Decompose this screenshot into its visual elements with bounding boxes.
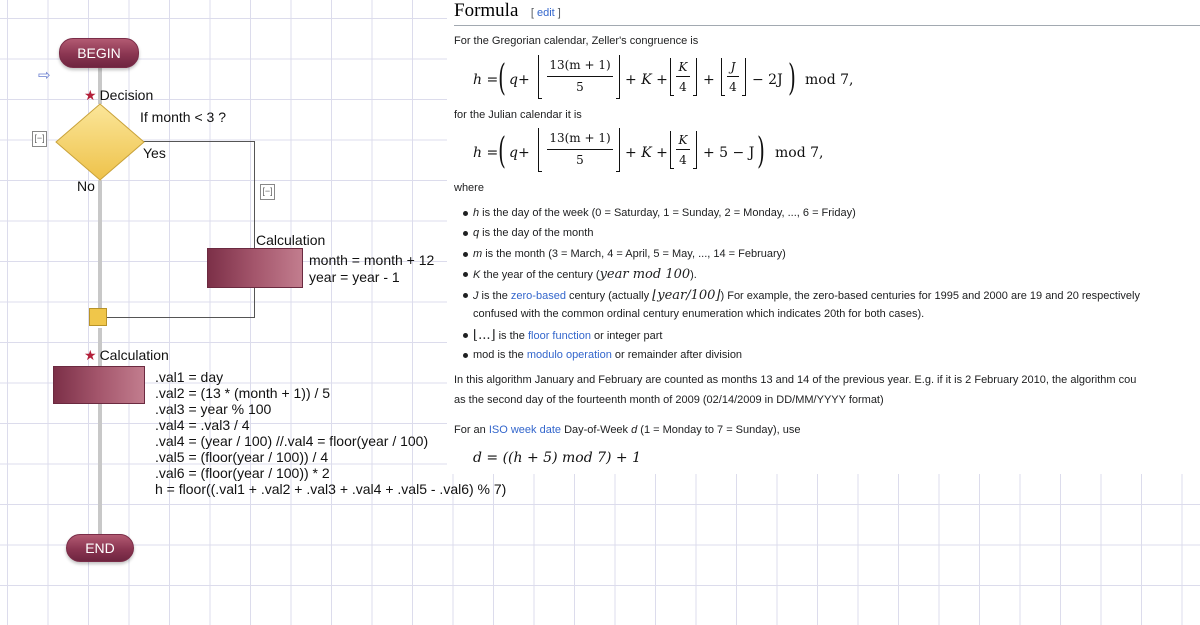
bullet-dot bbox=[463, 231, 468, 236]
heading-divider bbox=[454, 25, 1200, 26]
formula-j-q: q+ bbox=[509, 145, 530, 161]
floor-j-left-foot bbox=[538, 171, 542, 172]
bullet-dot bbox=[463, 272, 468, 277]
bullet-dot bbox=[463, 353, 468, 358]
zero-based-link[interactable]: zero-based bbox=[510, 290, 566, 302]
collapse-toggle-decision[interactable] bbox=[32, 131, 47, 147]
floor-right-3 bbox=[745, 58, 746, 96]
formula-plusK: + K + bbox=[625, 72, 668, 88]
begin-node[interactable] bbox=[59, 38, 139, 68]
list-item-J-tail: ) For example, the zero-based centuries for 1995 and 2000 are 19 and 20 respectively bbox=[720, 290, 1140, 302]
frac-num: 13(m + 1) bbox=[549, 58, 611, 72]
frac-J-line bbox=[727, 76, 739, 77]
var-J: J bbox=[473, 290, 479, 302]
arrow-marker-icon: ⇨ bbox=[38, 67, 51, 84]
frac-j-K-line bbox=[676, 149, 690, 150]
frac-j-den: 5 bbox=[576, 153, 584, 167]
formula-plus: + bbox=[703, 72, 715, 88]
list-item-m bbox=[473, 248, 786, 260]
iso-week-date-link[interactable]: ISO week date bbox=[488, 424, 562, 436]
formula-q: q+ bbox=[509, 72, 530, 88]
var-K: K bbox=[473, 269, 481, 281]
calc2-title bbox=[84, 347, 169, 364]
floor-function-link[interactable]: floor function bbox=[527, 330, 591, 342]
var-mod: mod bbox=[473, 349, 495, 361]
floor-j-right-foot bbox=[616, 171, 620, 172]
calc2-title-text: Calculation bbox=[99, 347, 169, 363]
merge-junction[interactable] bbox=[89, 308, 107, 326]
floor-right-3-foot bbox=[742, 95, 746, 96]
list-item-K-text: the year of the century ( bbox=[480, 269, 600, 281]
star-icon: ★ bbox=[84, 87, 97, 103]
collapse-icon: [−] bbox=[262, 186, 273, 196]
floor-left-2-foot bbox=[670, 95, 674, 96]
floor-j-right-2 bbox=[696, 131, 697, 169]
bullet-dot bbox=[463, 333, 468, 338]
floor-right-2 bbox=[696, 58, 697, 96]
frac-j-K-den: 4 bbox=[679, 153, 687, 167]
list-item-J-text: century (actually bbox=[565, 290, 653, 302]
list-item-h-text: is the day of the week (0 = Saturday, 1 = Sunday, 2 = Monday, ..., 6 = Friday) bbox=[479, 207, 856, 219]
calc1-line-1: month = month + 12 bbox=[309, 252, 435, 268]
list-item-J-pre: is the bbox=[478, 290, 511, 302]
para-iso-post: (1 = Monday to 7 = Sunday), use bbox=[637, 424, 801, 436]
para-iso-mid: Day-of-Week bbox=[561, 424, 632, 436]
frac-K-line bbox=[676, 76, 690, 77]
floor-j-right-2-foot bbox=[693, 168, 697, 169]
floor-right bbox=[619, 55, 620, 99]
no-label: No bbox=[77, 178, 95, 194]
edit-link[interactable]: edit bbox=[536, 7, 555, 19]
para-iso-pre: For an bbox=[454, 424, 489, 436]
bullet-dot bbox=[463, 211, 468, 216]
floor-j-left-2 bbox=[670, 131, 671, 169]
connector-merge-horizontal bbox=[106, 317, 255, 318]
where-label: where bbox=[454, 182, 484, 194]
floor-right-foot bbox=[616, 98, 620, 99]
end-label: END bbox=[85, 540, 115, 556]
list-item-mod-text: or remainder after division bbox=[611, 349, 743, 361]
calc2-line-8: h = floor((.val1 + .val2 + .val3 + .val4 + .val5 - .val6) % 7) bbox=[155, 481, 507, 497]
list-item-J bbox=[473, 288, 1140, 303]
calc2-line-5: .val4 = (year / 100) //.val4 = floor(year / 100) bbox=[155, 433, 429, 449]
list-item-J-continued: confused with the common ordinal century enumeration which indicates 20th for both cases). bbox=[473, 308, 925, 320]
frac-K: K bbox=[678, 60, 688, 74]
decision-title-text: Decision bbox=[99, 87, 154, 103]
var-h: h bbox=[473, 207, 480, 219]
calc2-box[interactable] bbox=[53, 366, 145, 404]
calc2-line-7: .val6 = (floor(year / 100)) * 2 bbox=[155, 465, 330, 481]
calc2-line-6: .val5 = (floor(year / 100)) / 4 bbox=[155, 449, 329, 465]
frac-K-den: 4 bbox=[679, 80, 687, 94]
connector-no-branch bbox=[98, 180, 102, 310]
var-q: q bbox=[473, 227, 480, 239]
list-item-q-text: is the day of the month bbox=[479, 227, 594, 239]
formula-iso: d = ((h + 5) mod 7) + 1 bbox=[473, 450, 642, 466]
frac-den: 5 bbox=[576, 80, 584, 94]
list-item-floor-text: or integer part bbox=[590, 330, 663, 342]
decision-condition: If month < 3 ? bbox=[140, 109, 226, 125]
frac-j-line bbox=[547, 149, 613, 150]
paragraph-jan-feb-line1: In this algorithm January and February are counted as months 13 and 14 of the previous year. E.g. if it is 2 February 2010, the algorithm cou bbox=[454, 374, 1137, 386]
bullet-dot bbox=[463, 293, 468, 298]
floor-j-left-2-foot bbox=[670, 168, 674, 169]
section-heading bbox=[454, 0, 561, 22]
floor-left bbox=[538, 55, 539, 99]
list-item-K-math: year mod 100 bbox=[599, 267, 691, 282]
frac-j-num: 13(m + 1) bbox=[549, 131, 611, 145]
calc2-line-3: .val3 = year % 100 bbox=[155, 401, 272, 417]
floor-right-2-foot bbox=[693, 95, 697, 96]
list-item-mod bbox=[473, 349, 742, 361]
floor-left-3 bbox=[721, 58, 722, 96]
var-m: m bbox=[473, 248, 483, 260]
calc1-box[interactable] bbox=[207, 248, 303, 288]
end-node[interactable] bbox=[66, 534, 134, 562]
floor-symbol: ⌊...⌋ bbox=[473, 328, 496, 343]
frac-j-K: K bbox=[678, 133, 688, 147]
formula-j-paren-close: ) bbox=[757, 131, 765, 172]
calc1-line-2: year = year - 1 bbox=[309, 269, 400, 285]
modulo-operation-link[interactable]: modulo operation bbox=[526, 349, 612, 361]
formula-j-paren-open: ( bbox=[498, 131, 506, 172]
bullet-dot bbox=[463, 252, 468, 257]
formula-mod: mod 7, bbox=[805, 72, 854, 88]
var-d: d bbox=[631, 424, 638, 436]
formula-j-lhs: h = bbox=[473, 145, 499, 161]
list-item-floor bbox=[473, 328, 662, 343]
calc2-line-1: .val1 = day bbox=[155, 369, 224, 385]
connector-calc1-down bbox=[254, 286, 255, 317]
formula-j-plusK: + K + bbox=[625, 145, 668, 161]
formula-j-mod: mod 7, bbox=[775, 145, 824, 161]
list-item-h bbox=[473, 207, 856, 219]
floor-j-right bbox=[619, 128, 620, 172]
begin-label: BEGIN bbox=[77, 45, 121, 61]
yes-label: Yes bbox=[143, 145, 166, 161]
formula-j-plus5J: + 5 − J bbox=[703, 145, 755, 161]
formula-paren-open: ( bbox=[498, 58, 506, 99]
formula-minus2J: − 2J bbox=[752, 72, 783, 88]
edit-bracket: [ edit ] bbox=[530, 7, 561, 19]
section-title: Formula bbox=[454, 0, 519, 21]
list-item-K bbox=[473, 267, 697, 282]
frac-J: J bbox=[730, 60, 736, 74]
paragraph-jan-feb-line2: as the second day of the fourteenth month of 2009 (02/14/2009 in DD/MM/YYYY format) bbox=[454, 394, 884, 406]
list-item-m-text: is the month (3 = March, 4 = April, 5 = May, ..., 14 = February) bbox=[482, 248, 786, 260]
star-icon: ★ bbox=[84, 347, 97, 363]
decision-diamond[interactable] bbox=[54, 102, 146, 182]
list-item-K-tail: ). bbox=[690, 269, 697, 281]
list-item-q bbox=[473, 227, 593, 239]
paragraph-iso bbox=[454, 424, 801, 436]
connector-yes-vertical bbox=[254, 141, 255, 249]
floor-left-2 bbox=[670, 58, 671, 96]
frac-line bbox=[547, 76, 613, 77]
connector-yes-horizontal bbox=[143, 141, 254, 142]
list-item-mod-pre: is the bbox=[494, 349, 527, 361]
floor-j-left bbox=[538, 128, 539, 172]
formula-paren-close: ) bbox=[788, 58, 796, 99]
floor-left-foot bbox=[538, 98, 542, 99]
collapse-icon: [−] bbox=[34, 133, 45, 143]
calc2-line-2: .val2 = (13 * (month + 1)) / 5 bbox=[155, 385, 331, 401]
wiki-formula-panel bbox=[447, 0, 1200, 474]
calc2-line-4: .val4 = .val3 / 4 bbox=[155, 417, 250, 433]
calc1-title: Calculation bbox=[256, 232, 326, 248]
intro-gregorian: For the Gregorian calendar, Zeller's congruence is bbox=[454, 35, 699, 47]
frac-J-den: 4 bbox=[729, 80, 737, 94]
intro-julian: for the Julian calendar it is bbox=[454, 109, 582, 121]
formula-lhs: h = bbox=[473, 72, 499, 88]
list-item-floor-pre: is the bbox=[495, 330, 528, 342]
floor-left-3-foot bbox=[721, 95, 725, 96]
connector-main-bottom bbox=[98, 402, 102, 534]
collapse-toggle-yes-branch[interactable] bbox=[260, 184, 275, 200]
list-item-J-math: ⌊year/100⌋ bbox=[652, 288, 721, 303]
